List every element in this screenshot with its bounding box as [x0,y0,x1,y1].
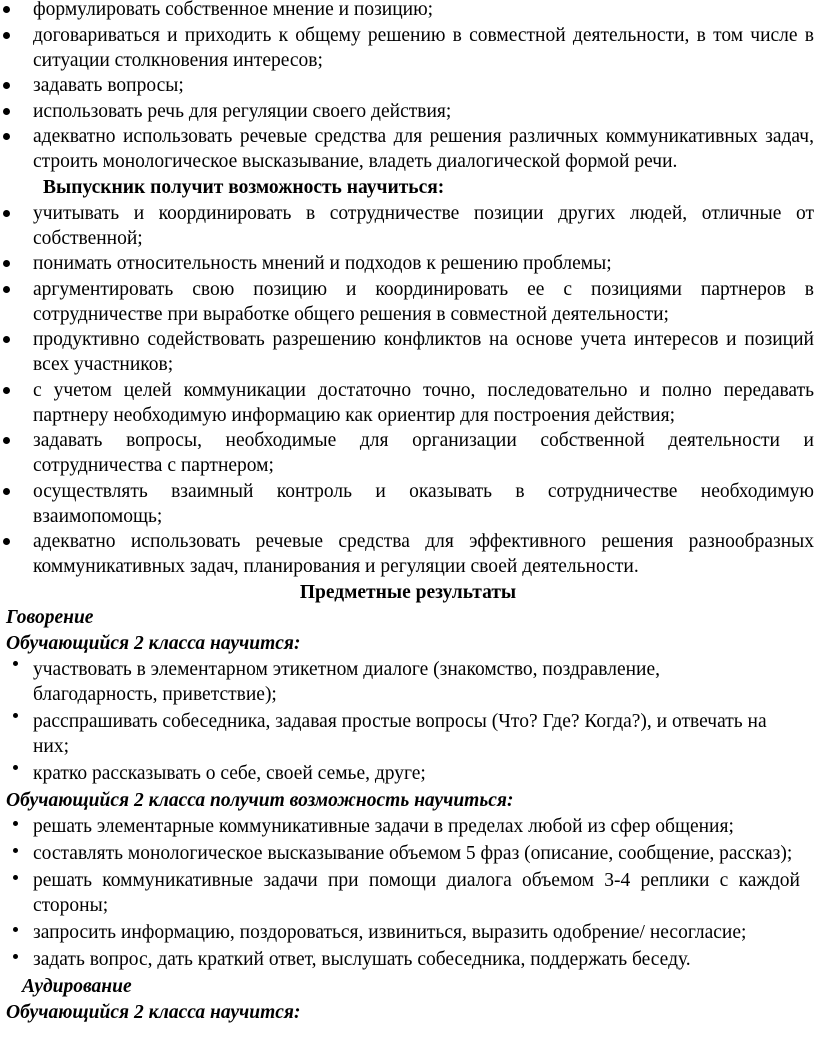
list-item-text: продуктивно содействовать разрешению конфликтов на основе учета интересов и позиций всех участников; [33,329,814,375]
list-item [0,428,816,478]
list-item [0,761,816,786]
list-item-text: использовать речь для регуляции своего действия; [33,100,452,122]
list-item-text: договариваться и приходить к общему решению в совместной деятельности, в том числе в ситуации столкновения интересов; [33,24,814,71]
bullet-icon [13,713,18,718]
list-item [0,23,816,73]
bullet-icon [3,82,10,89]
speaking-heading: Говорение [6,606,94,628]
list-item [0,124,816,174]
bullet-icon [3,108,10,115]
list-item [0,868,816,918]
bullet-icon [3,32,10,39]
bullet-icon [3,387,10,394]
bullet-icon [3,437,10,444]
bullet-icon [3,336,10,343]
bullet-icon [3,260,10,267]
bullet-icon [13,954,18,959]
bullet-icon [3,6,10,13]
bullet-icon [13,927,18,932]
list-item-text: задать вопрос, дать краткий ответ, выслушать собеседника, поддержать беседу. [33,948,691,970]
list-item [0,657,816,707]
list-item-text: адекватно использовать речевые средства для решения различных коммуникативных задач, строить монологическое высказывание, владеть диалогической формой речи. [33,126,814,172]
bullet-icon [3,210,10,217]
student-learns-heading: Обучающийся 2 класса научится: [6,632,301,654]
bullet-icon [3,488,10,495]
list-item-text: участвовать в элементарном этикетном диалоге (знакомство, поздравление, благодарность, приветствие); [33,658,661,705]
list-item [0,251,816,276]
bullet-icon [3,286,10,293]
speaking-learn-list [0,657,816,786]
list-item-text: аргументировать свою позицию и координировать ее с позициями партнеров в сотрудничестве при выработке общего решения в совместной деятельности; [33,278,814,325]
list-item-text: задавать вопросы; [33,75,184,96]
bullet-icon [13,765,18,770]
list-item [0,0,816,22]
list-item [0,709,816,759]
section-title: Предметные результаты [299,581,517,603]
list-item-text: понимать относительность мнений и подходов к решению проблемы; [33,253,612,274]
listening-heading: Аудирование [22,975,132,997]
list-item-text: составлять монологическое высказывание объемом 5 фраз (описание, сообщение, рассказ); [33,842,793,864]
speaking-opportunity-list [0,814,816,972]
list-item [0,814,816,839]
communicative-skills-list [0,0,816,174]
list-item [0,529,816,579]
list-item [0,277,816,327]
list-item [0,73,816,98]
list-item [0,920,816,945]
list-item-text: запросить информацию, поздороваться, извиниться, выразить одобрение/ несогласие; [33,921,747,943]
bullet-icon [13,875,18,880]
list-item [0,841,816,866]
list-item-text: адекватно использовать речевые средства для эффективного решения разнообразных коммуникативных задач, планирования и регуляции своей деятельности. [33,531,814,577]
bullet-icon [3,133,10,140]
list-item [0,327,816,377]
bullet-icon [13,821,18,826]
list-item-text: формулировать собственное мнение и позицию; [33,0,434,20]
list-item-text: решать коммуникативные задачи при помощи диалога объемом 3-4 реплики с каждой стороны; [33,869,800,916]
list-item-text: задавать вопросы, необходимые для организации собственной деятельности и сотрудничества с партнером; [33,430,814,476]
bullet-icon [3,538,10,545]
graduate-opportunity-heading: Выпускник получит возможность научиться: [43,176,445,198]
list-item-text: учитывать и координировать в сотрудничестве позиции других людей, отличные от собственной; [33,202,814,249]
graduate-opportunity-list [0,201,816,580]
list-item [0,479,816,529]
list-item-text: решать элементарные коммуникативные задачи в пределах любой из сфер общения; [33,815,734,837]
student-opportunity-heading: Обучающийся 2 класса получит возможность научиться: [6,789,514,811]
bullet-icon [13,848,18,853]
list-item [0,378,816,428]
list-item-text: с учетом целей коммуникации достаточно точно, последовательно и полно передавать партнеру необходимую информацию как ориентир для построения действия; [33,379,814,426]
list-item-text: расспрашивать собеседника, задавая простые вопросы (Что? Где? Когда?), и отвечать на них; [33,710,767,757]
bullet-icon [13,661,18,666]
list-item-text: кратко рассказывать о себе, своей семье, друге; [33,762,426,784]
list-item-text: осуществлять взаимный контроль и оказывать в сотрудничестве необходимую взаимопомощь; [33,480,814,527]
list-item [0,99,816,124]
list-item [0,947,816,972]
list-item [0,201,816,251]
student-learns-heading-2: Обучающийся 2 класса научится: [6,1001,301,1023]
